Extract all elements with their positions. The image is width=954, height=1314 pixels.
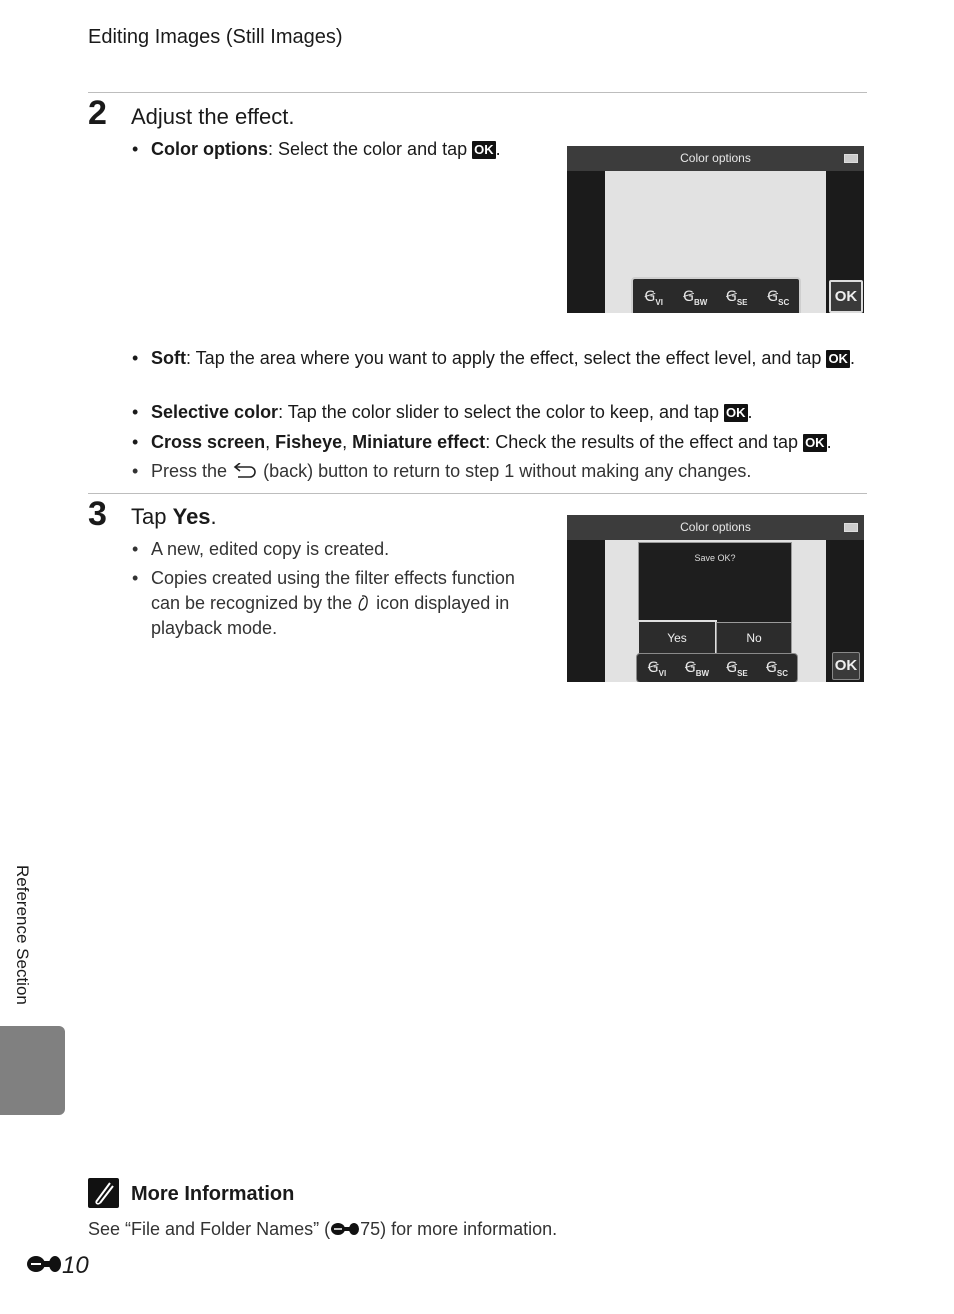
section-divider — [88, 493, 867, 494]
vivid-effect-icon[interactable]: Ꞡ$_{VI}$ — [647, 658, 667, 678]
reference-section-icon — [26, 1253, 62, 1275]
sepia-effect-icon[interactable]: Ꞡ$_{SE}$ — [726, 658, 748, 678]
step-title: Adjust the effect. — [131, 104, 295, 129]
page-number: 10 — [26, 1252, 89, 1280]
effect-selector[interactable] — [636, 653, 798, 682]
bullet-back — [151, 459, 866, 484]
screen-title: Color options — [567, 515, 864, 540]
bullet-text: Press the — [151, 461, 228, 481]
step-number: 2 — [88, 94, 107, 132]
screen-title: Color options — [567, 146, 864, 171]
cyanotype-effect-icon[interactable]: Ꞡ$_{SC}$ — [766, 658, 788, 678]
section-side-tab — [0, 1026, 65, 1115]
ok-button[interactable]: OK — [832, 652, 860, 680]
back-icon — [232, 463, 258, 479]
page-header-title: Editing Images (Still Images) — [88, 26, 343, 48]
bullet-text: (back) button to return to step 1 without making any changes. — [263, 461, 752, 481]
battery-icon — [844, 154, 858, 163]
effect-selector[interactable] — [631, 277, 801, 313]
vivid-effect-icon[interactable]: Ꞡ$_{VI}$ — [644, 287, 663, 307]
ok-icon: OK — [474, 142, 494, 157]
bullet-bold: Color options — [151, 139, 268, 159]
ok-icon: OK — [726, 405, 746, 420]
bullet-text: : Select the color and tap — [267, 139, 468, 159]
no-button[interactable]: No — [716, 622, 792, 655]
ok-icon: OK — [805, 435, 825, 450]
cyanotype-effect-icon[interactable]: Ꞡ$_{SC}$ — [767, 287, 790, 307]
more-info-text: See “File and Folder Names” ( 75) for more information. — [88, 1219, 558, 1239]
black-white-effect-icon[interactable]: Ꞡ$_{BW}$ — [684, 658, 710, 678]
camera-screen-save-confirm — [567, 515, 864, 682]
bullet-color-options: • Color options: Select the color and tap OK . — [151, 137, 531, 162]
sepia-effect-icon[interactable]: Ꞡ$_{SE}$ — [725, 287, 748, 307]
bullet-bold: Cross screen — [151, 432, 266, 452]
yes-button[interactable]: Yes — [637, 620, 717, 657]
bullet-selective-color: • Selective color: Tap the color slider to select the color to keep, and tap OK . — [151, 400, 866, 425]
black-white-effect-icon[interactable]: Ꞡ$_{BW}$ — [683, 287, 708, 307]
ok-button[interactable]: OK — [829, 280, 863, 313]
dialog-prompt: Save OK? — [694, 553, 736, 563]
bullet-text: : Tap the area where you want to apply the effect, select the effect level, and tap — [186, 348, 822, 368]
bullet-bold: Soft — [151, 348, 186, 368]
bullet-bold: Fisheye — [275, 432, 343, 452]
bullet-soft: • Soft: Tap the area where you want to apply the effect, select the effect level, and tap OK . — [151, 346, 866, 371]
filter-effects-icon — [357, 594, 371, 612]
step-title: Tap Yes. — [131, 504, 217, 529]
bullet-bold: Selective color — [151, 402, 279, 422]
reference-link[interactable]: 75 — [360, 1219, 381, 1239]
camera-screen-color-options — [567, 146, 864, 313]
pencil-icon — [88, 1178, 119, 1208]
step-number: 3 — [88, 495, 107, 533]
section-divider — [88, 92, 867, 93]
bullet-new-copy: • A new, edited copy is created. — [151, 537, 531, 562]
bullet-text: : Check the results of the effect and tap — [485, 432, 799, 452]
bullet-bold: Miniature effect — [352, 432, 486, 452]
section-side-label: Reference Section — [13, 865, 32, 1005]
bullet-filter-icon: • Copies created using the filter effects function can be recognized by the icon displayed in playback mode. — [151, 566, 516, 641]
bullet-cross-screen: • Cross screen, Fisheye, Miniature effect: Check the results of the effect and tap OK . — [151, 430, 876, 455]
ok-icon: OK — [828, 351, 848, 366]
battery-icon — [844, 523, 858, 532]
more-info-heading: More Information — [131, 1183, 295, 1205]
reference-section-icon — [330, 1222, 360, 1236]
bullet-text: : Tap the color slider to select the color to keep, and tap — [278, 402, 720, 422]
